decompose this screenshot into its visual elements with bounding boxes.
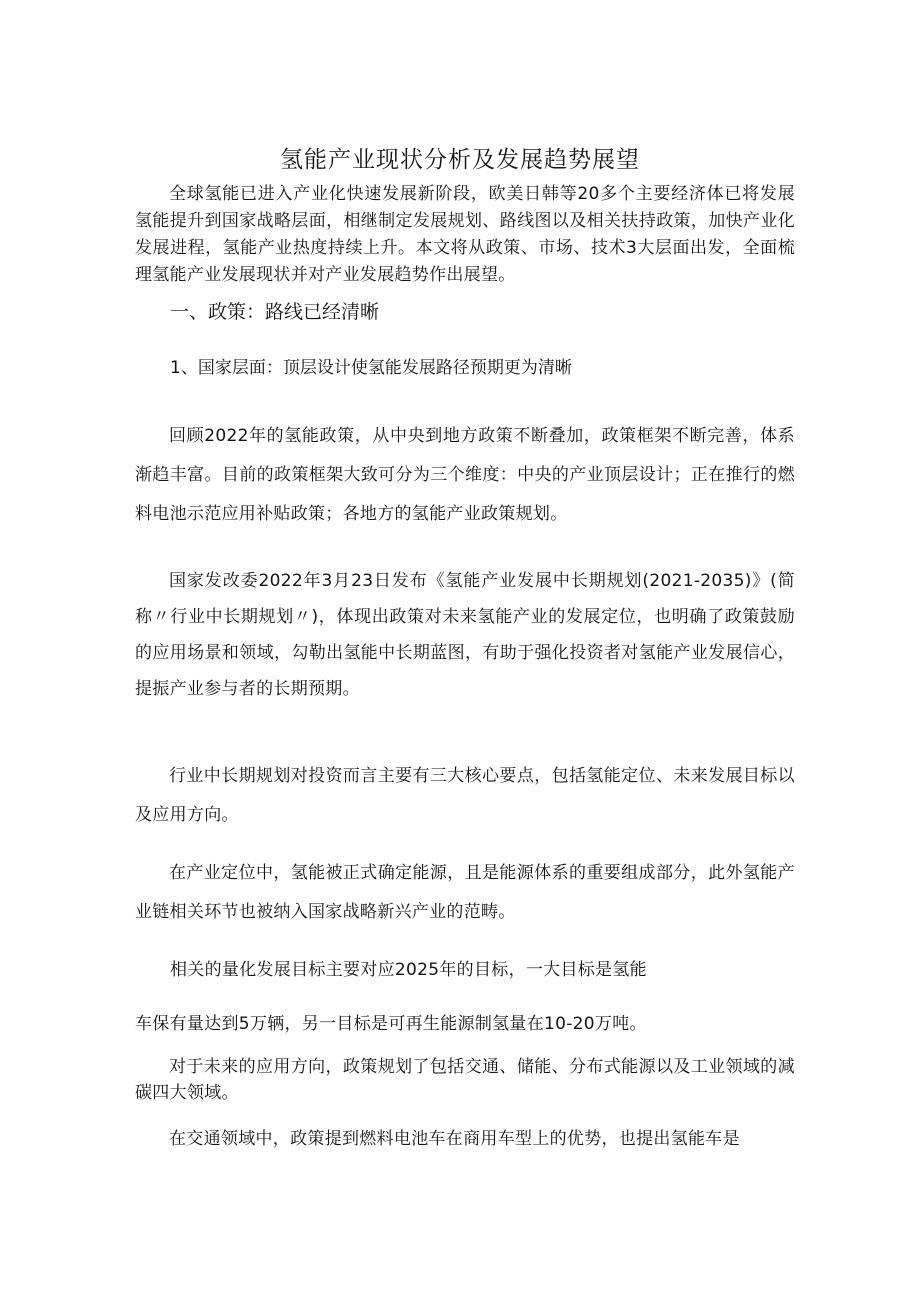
document-title: 氢能产业现状分析及发展趋势展望 <box>280 147 640 174</box>
paragraph-policy-review: 回顾2022年的氢能政策，从中央到地方政策不断叠加，政策框架不断完善，体系渐趋丰富。目前的政策框架大致可分为三个维度：中央的产业顶层设计；正在推行的燃料电池示范应用补贴政策；各地方的氢能产业政策规划。 <box>135 426 795 524</box>
paragraph-transport: 在交通领域中，政策提到燃料电池车在商用车型上的优势，也提出氢能车是 <box>169 1129 740 1149</box>
paragraph-targets-line1: 相关的量化发展目标主要对应2025年的目标，一大目标是氢能 <box>170 960 647 980</box>
paragraph-application-areas: 对于未来的应用方向，政策规划了包括交通、储能、分布式能源以及工业领域的减碳四大领域。 <box>135 1057 795 1103</box>
paragraph-ndrc-plan: 国家发改委2022年3月23日发布《氢能产业发展中长期规划(2021-2035)》(简称〃行业中长期规划〃)，体现出政策对未来氢能产业的发展定位，也明确了政策鼓励的应用场景和领域，勾勒出氢能中长期蓝图，有助于强化投资者对氢能产业发展信心，提振产业参与者的长期预期。 <box>135 571 795 699</box>
subsection-heading-national: 1、国家层面：顶层设计使氢能发展路径预期更为清晰 <box>170 358 572 378</box>
section-heading-policy: 一、政策：路线已经清晰 <box>170 301 380 323</box>
intro-paragraph: 全球氢能已进入产业化快速发展新阶段，欧美日韩等20多个主要经济体已将发展氢能提升到国家战略层面，相继制定发展规划、路线图以及相关扶持政策，加快产业化发展进程，氢能产业热度持续上升。本文将从政策、市场、技术3大层面出发，全面梳理氢能产业发展现状并对产业发展趋势作出展望。 <box>135 184 795 285</box>
paragraph-core-points: 行业中长期规划对投资而言主要有三大核心要点，包括氢能定位、未来发展目标以及应用方向。 <box>135 766 795 825</box>
paragraph-targets-line2: 车保有量达到5万辆，另一目标是可再生能源制氢量在10-20万吨。 <box>135 1014 647 1034</box>
paragraph-industry-positioning: 在产业定位中，氢能被正式确定能源，且是能源体系的重要组成部分，此外氢能产业链相关环节也被纳入国家战略新兴产业的范畴。 <box>135 863 795 922</box>
